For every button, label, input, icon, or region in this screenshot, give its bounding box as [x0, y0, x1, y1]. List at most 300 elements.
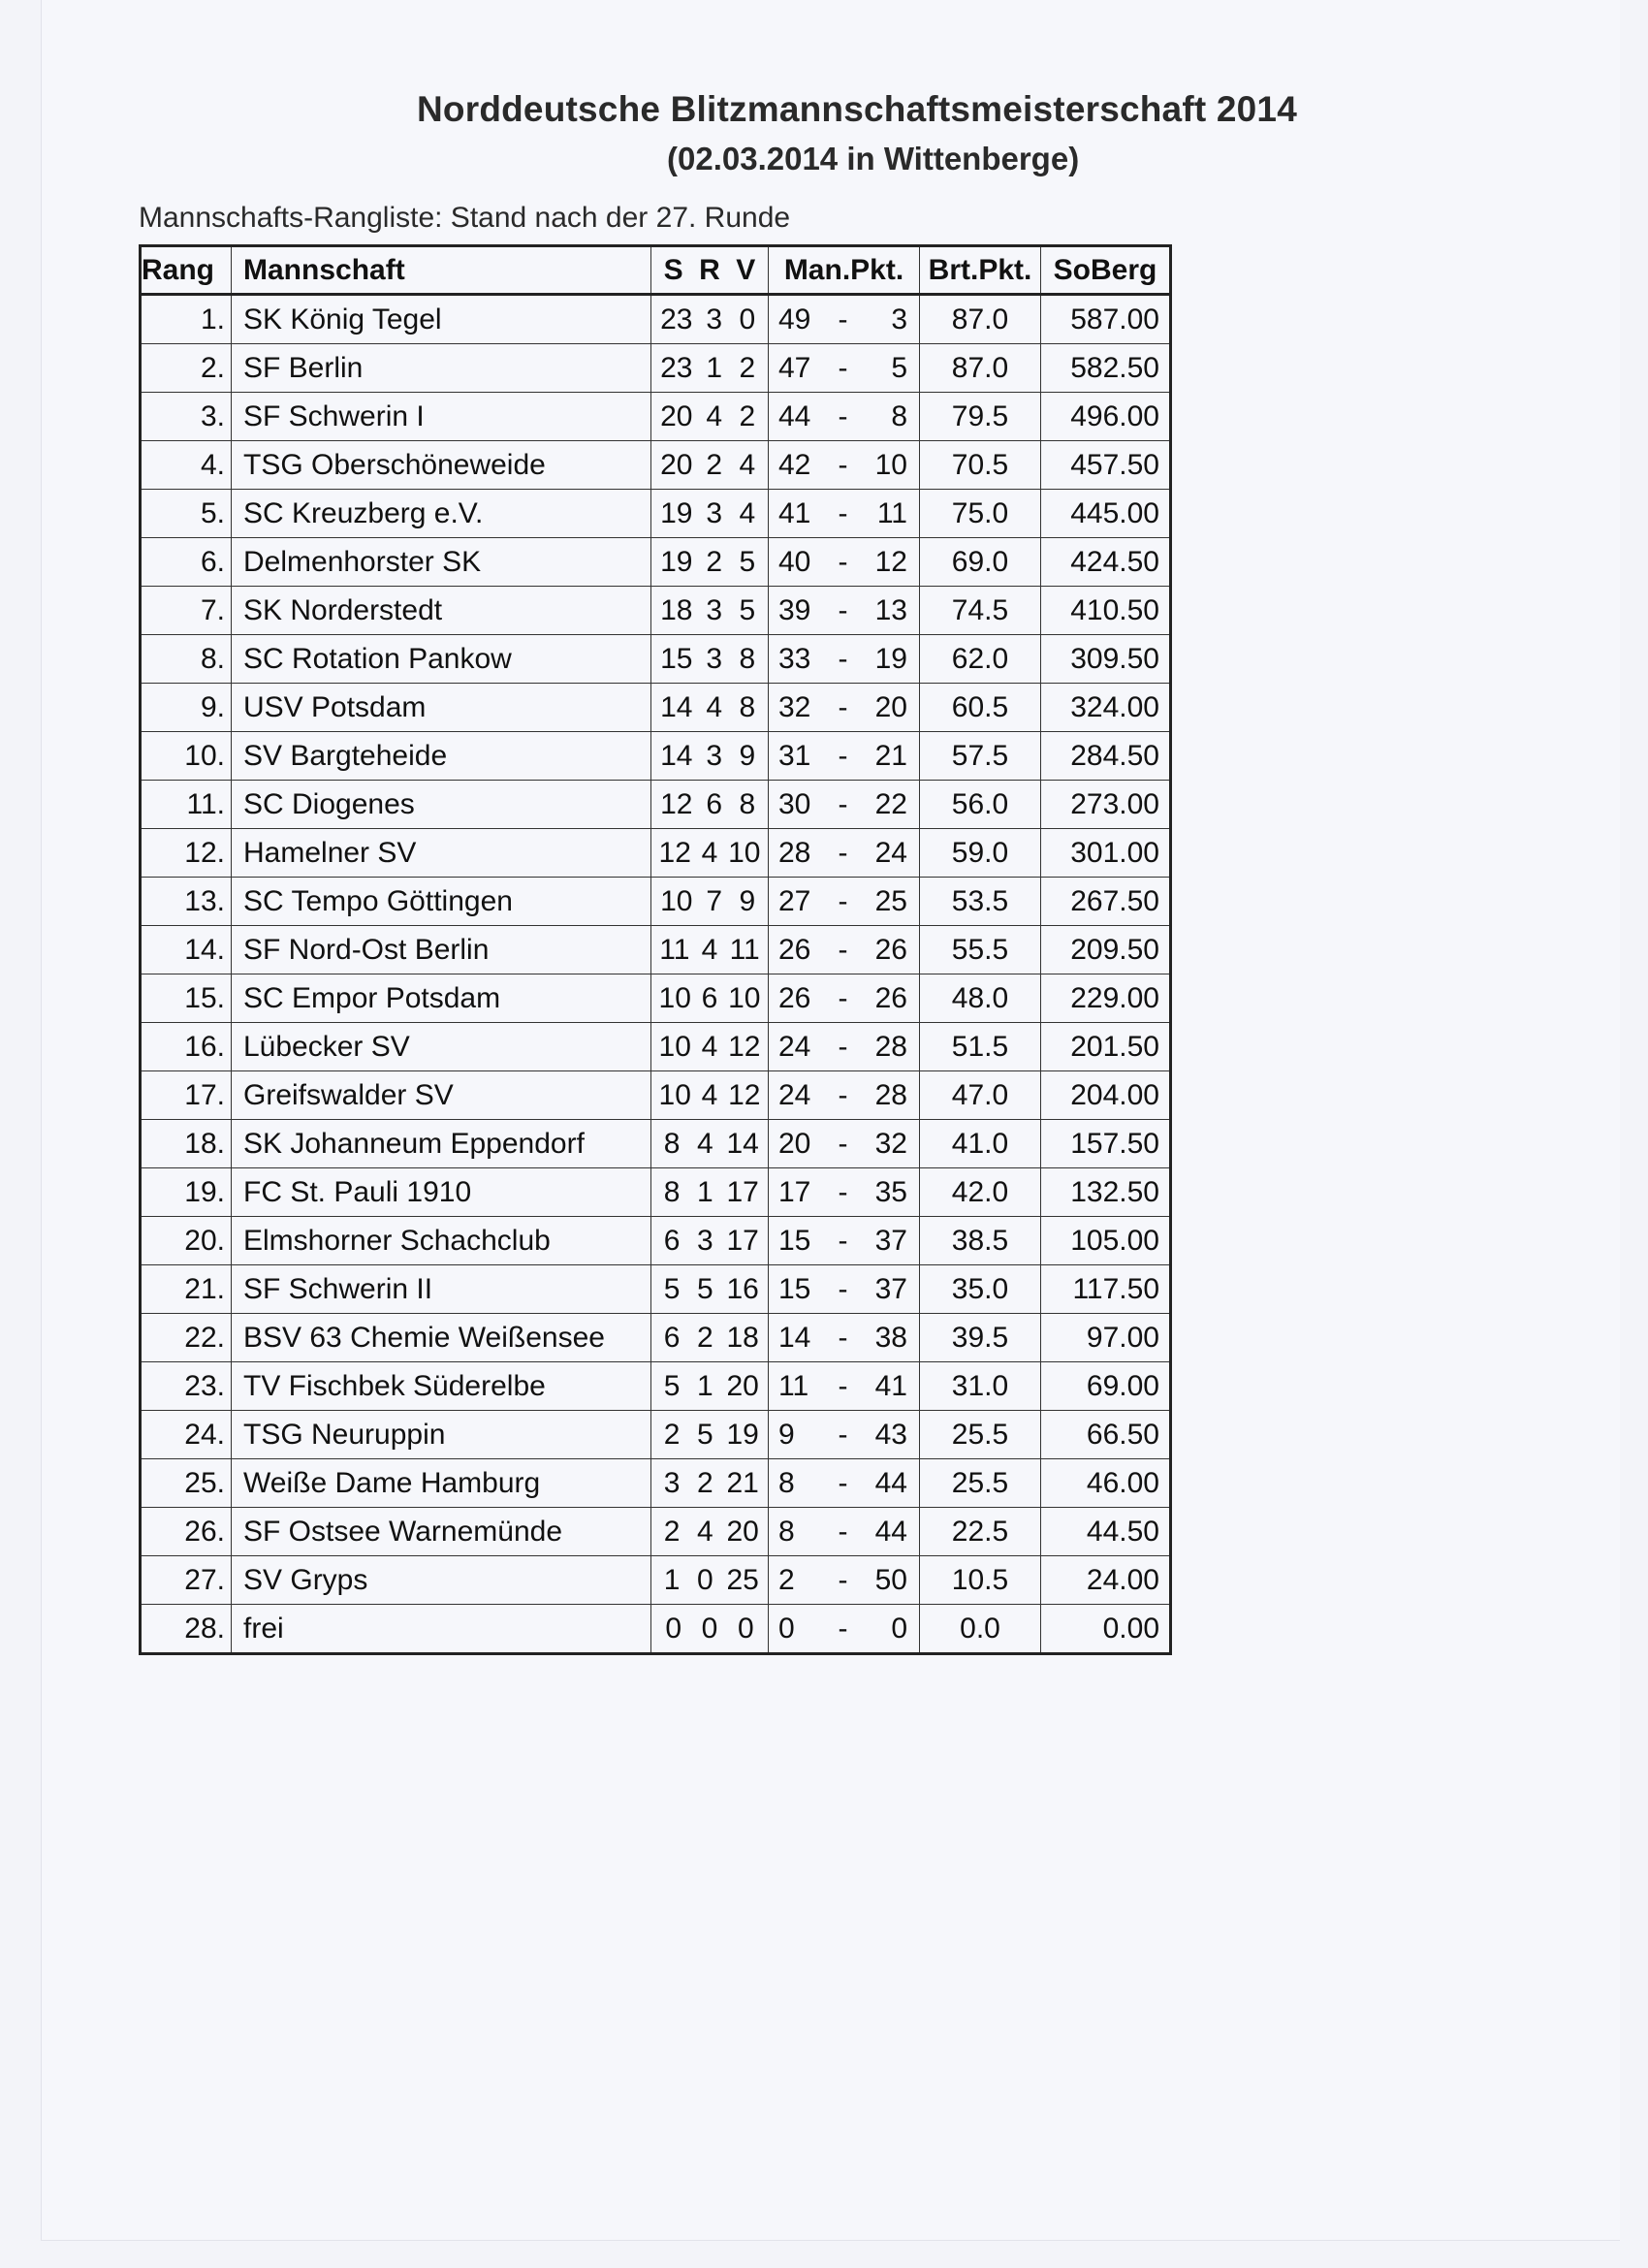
cell-man-minus: 41	[874, 1369, 907, 1402]
cell-soberg: 201.50	[1041, 1023, 1171, 1071]
cell-man-minus: 26	[874, 933, 907, 966]
cell-v: 9	[739, 739, 756, 772]
table-row	[141, 1265, 1171, 1314]
cell-r: 2	[696, 1466, 713, 1499]
table-row	[141, 490, 1171, 538]
cell-man-dash: -	[838, 1030, 848, 1063]
cell-v: 9	[739, 884, 756, 917]
cell-brt-pkt: 56.0	[920, 781, 1041, 829]
cell-soberg: 69.00	[1041, 1362, 1171, 1411]
cell-brt-pkt: 74.5	[920, 587, 1041, 635]
cell-rang: 18.	[141, 1120, 232, 1168]
table-row	[141, 393, 1171, 441]
cell-man-minus: 32	[874, 1127, 907, 1160]
cell-man-minus: 35	[874, 1175, 907, 1208]
cell-s: 14	[660, 690, 693, 723]
cell-team: Delmenhorster SK	[232, 538, 651, 587]
cell-rang: 11.	[141, 781, 232, 829]
table-row	[141, 1411, 1171, 1459]
cell-man-plus: 26	[778, 933, 811, 966]
cell-soberg: 267.50	[1041, 878, 1171, 926]
cell-man-pkt	[769, 1120, 920, 1168]
cell-rang: 1.	[141, 295, 232, 344]
cell-brt-pkt: 25.5	[920, 1459, 1041, 1508]
cell-v: 2	[739, 399, 756, 432]
cell-soberg: 324.00	[1041, 684, 1171, 732]
header-s: S	[663, 253, 683, 286]
cell-v: 19	[726, 1418, 759, 1451]
cell-soberg: 24.00	[1041, 1556, 1171, 1605]
cell-s: 2	[663, 1515, 681, 1548]
cell-v: 10	[728, 836, 761, 869]
cell-s: 6	[663, 1224, 681, 1257]
document-subtitle: (02.03.2014 in Wittenberge)	[667, 141, 1080, 176]
cell-man-pkt	[769, 878, 920, 926]
cell-man-plus: 32	[778, 690, 811, 723]
cell-soberg: 204.00	[1041, 1071, 1171, 1120]
cell-soberg: 301.00	[1041, 829, 1171, 878]
cell-team: SC Kreuzberg e.V.	[232, 490, 651, 538]
cell-srv	[651, 295, 769, 344]
cell-man-minus: 19	[874, 642, 907, 675]
cell-rang: 13.	[141, 878, 232, 926]
cell-team: SF Schwerin I	[232, 393, 651, 441]
cell-s: 12	[660, 787, 693, 820]
ranking-table	[139, 244, 1172, 1655]
cell-v: 20	[726, 1515, 759, 1548]
table-row	[141, 1217, 1171, 1265]
cell-man-minus: 26	[874, 981, 907, 1014]
cell-man-dash: -	[838, 1466, 848, 1499]
cell-rang: 23.	[141, 1362, 232, 1411]
table-body	[141, 295, 1171, 1654]
cell-man-dash: -	[838, 642, 848, 675]
cell-v: 17	[726, 1224, 759, 1257]
cell-r: 3	[706, 303, 723, 335]
cell-s: 19	[660, 496, 693, 529]
cell-man-pkt	[769, 1217, 920, 1265]
cell-soberg: 582.50	[1041, 344, 1171, 393]
cell-man-dash: -	[838, 1175, 848, 1208]
cell-team: SK Johanneum Eppendorf	[232, 1120, 651, 1168]
table-row	[141, 1314, 1171, 1362]
cell-man-minus: 24	[874, 836, 907, 869]
cell-rang: 12.	[141, 829, 232, 878]
cell-man-plus: 9	[778, 1418, 795, 1451]
cell-rang: 14.	[141, 926, 232, 974]
cell-man-pkt	[769, 1459, 920, 1508]
cell-v: 14	[726, 1127, 759, 1160]
cell-rang: 2.	[141, 344, 232, 393]
cell-man-dash: -	[838, 884, 848, 917]
cell-brt-pkt: 59.0	[920, 829, 1041, 878]
table-row	[141, 344, 1171, 393]
cell-r: 1	[696, 1369, 713, 1402]
cell-r: 7	[706, 884, 723, 917]
cell-team: SV Bargteheide	[232, 732, 651, 781]
cell-srv	[651, 1071, 769, 1120]
cell-soberg: 0.00	[1041, 1605, 1171, 1654]
cell-soberg: 273.00	[1041, 781, 1171, 829]
cell-r: 2	[706, 448, 723, 481]
cell-s: 20	[660, 448, 693, 481]
cell-man-plus: 8	[778, 1515, 795, 1548]
cell-team: SF Ostsee Warnemünde	[232, 1508, 651, 1556]
cell-brt-pkt: 57.5	[920, 732, 1041, 781]
cell-srv	[651, 1508, 769, 1556]
cell-man-pkt	[769, 781, 920, 829]
cell-man-plus: 26	[778, 981, 811, 1014]
cell-team: Weiße Dame Hamburg	[232, 1459, 651, 1508]
cell-srv	[651, 974, 769, 1023]
cell-soberg: 424.50	[1041, 538, 1171, 587]
cell-soberg: 44.50	[1041, 1508, 1171, 1556]
document-title: Norddeutsche Blitzmannschaftsmeisterschaft 2014	[417, 89, 1297, 129]
cell-r: 4	[696, 1515, 713, 1548]
table-caption: Mannschafts-Rangliste: Stand nach der 27. Runde	[139, 202, 791, 234]
cell-s: 6	[663, 1321, 681, 1354]
header-r: R	[699, 253, 720, 286]
table-row	[141, 1023, 1171, 1071]
cell-man-plus: 2	[778, 1563, 795, 1596]
cell-r: 5	[696, 1418, 713, 1451]
cell-r: 3	[706, 593, 723, 626]
cell-brt-pkt: 87.0	[920, 344, 1041, 393]
cell-brt-pkt: 62.0	[920, 635, 1041, 684]
cell-s: 14	[660, 739, 693, 772]
cell-man-minus: 13	[874, 593, 907, 626]
cell-s: 5	[663, 1369, 681, 1402]
cell-brt-pkt: 53.5	[920, 878, 1041, 926]
cell-man-pkt	[769, 635, 920, 684]
cell-rang: 25.	[141, 1459, 232, 1508]
cell-rang: 5.	[141, 490, 232, 538]
cell-man-dash: -	[838, 545, 848, 578]
cell-man-plus: 0	[778, 1612, 795, 1645]
cell-brt-pkt: 0.0	[920, 1605, 1041, 1654]
cell-rang: 17.	[141, 1071, 232, 1120]
cell-r: 3	[706, 642, 723, 675]
cell-man-pkt	[769, 393, 920, 441]
cell-man-pkt	[769, 490, 920, 538]
table-row	[141, 1071, 1171, 1120]
cell-man-plus: 40	[778, 545, 811, 578]
cell-srv	[651, 1362, 769, 1411]
cell-man-pkt	[769, 1023, 920, 1071]
cell-s: 8	[663, 1127, 681, 1160]
table-row	[141, 1168, 1171, 1217]
cell-soberg: 587.00	[1041, 295, 1171, 344]
cell-s: 18	[660, 593, 693, 626]
cell-r: 3	[706, 739, 723, 772]
cell-r: 6	[701, 981, 718, 1014]
cell-srv	[651, 1459, 769, 1508]
cell-r: 4	[701, 933, 718, 966]
cell-man-dash: -	[838, 933, 848, 966]
cell-team: SC Diogenes	[232, 781, 651, 829]
cell-s: 5	[663, 1272, 681, 1305]
cell-team: SC Rotation Pankow	[232, 635, 651, 684]
cell-man-plus: 24	[778, 1030, 811, 1063]
cell-rang: 16.	[141, 1023, 232, 1071]
cell-man-pkt	[769, 587, 920, 635]
cell-man-plus: 42	[778, 448, 811, 481]
cell-man-pkt	[769, 441, 920, 490]
cell-soberg: 229.00	[1041, 974, 1171, 1023]
cell-r: 0	[696, 1563, 713, 1596]
cell-r: 1	[696, 1175, 713, 1208]
cell-man-pkt	[769, 974, 920, 1023]
cell-man-dash: -	[838, 1272, 848, 1305]
cell-rang: 19.	[141, 1168, 232, 1217]
cell-soberg: 66.50	[1041, 1411, 1171, 1459]
cell-r: 4	[701, 1078, 718, 1111]
cell-s: 0	[665, 1612, 681, 1645]
cell-man-pkt	[769, 829, 920, 878]
cell-srv	[651, 393, 769, 441]
cell-s: 23	[660, 303, 693, 335]
cell-brt-pkt: 22.5	[920, 1508, 1041, 1556]
cell-soberg: 445.00	[1041, 490, 1171, 538]
cell-soberg: 46.00	[1041, 1459, 1171, 1508]
cell-soberg: 496.00	[1041, 393, 1171, 441]
cell-v: 4	[739, 448, 756, 481]
cell-man-minus: 12	[874, 545, 907, 578]
cell-man-pkt	[769, 538, 920, 587]
cell-man-minus: 25	[874, 884, 907, 917]
cell-team: SV Gryps	[232, 1556, 651, 1605]
cell-man-dash: -	[838, 1515, 848, 1548]
cell-brt-pkt: 75.0	[920, 490, 1041, 538]
cell-man-plus: 39	[778, 593, 811, 626]
cell-man-dash: -	[838, 448, 848, 481]
cell-man-minus: 8	[891, 399, 907, 432]
cell-v: 18	[726, 1321, 759, 1354]
cell-man-plus: 27	[778, 884, 811, 917]
cell-brt-pkt: 41.0	[920, 1120, 1041, 1168]
cell-man-minus: 50	[874, 1563, 907, 1596]
cell-man-plus: 15	[778, 1272, 811, 1305]
cell-v: 8	[739, 690, 756, 723]
cell-man-dash: -	[838, 1369, 848, 1402]
cell-r: 1	[706, 351, 723, 384]
cell-v: 5	[739, 593, 756, 626]
cell-rang: 20.	[141, 1217, 232, 1265]
cell-man-dash: -	[838, 1563, 848, 1596]
cell-r: 4	[696, 1127, 713, 1160]
cell-srv	[651, 1023, 769, 1071]
cell-man-pkt	[769, 684, 920, 732]
cell-r: 3	[706, 496, 723, 529]
cell-team: SF Berlin	[232, 344, 651, 393]
cell-rang: 24.	[141, 1411, 232, 1459]
cell-man-dash: -	[838, 1224, 848, 1257]
cell-srv	[651, 878, 769, 926]
cell-soberg: 132.50	[1041, 1168, 1171, 1217]
cell-brt-pkt: 31.0	[920, 1362, 1041, 1411]
cell-brt-pkt: 10.5	[920, 1556, 1041, 1605]
cell-team: TSG Neuruppin	[232, 1411, 651, 1459]
cell-srv	[651, 926, 769, 974]
cell-srv	[651, 829, 769, 878]
cell-brt-pkt: 39.5	[920, 1314, 1041, 1362]
cell-srv	[651, 684, 769, 732]
cell-brt-pkt: 42.0	[920, 1168, 1041, 1217]
cell-rang: 28.	[141, 1605, 232, 1654]
cell-v: 12	[728, 1078, 761, 1111]
cell-man-pkt	[769, 1071, 920, 1120]
cell-brt-pkt: 69.0	[920, 538, 1041, 587]
cell-srv	[651, 1314, 769, 1362]
cell-man-dash: -	[838, 836, 848, 869]
cell-srv	[651, 441, 769, 490]
table-row	[141, 878, 1171, 926]
cell-soberg: 97.00	[1041, 1314, 1171, 1362]
cell-r: 2	[696, 1321, 713, 1354]
cell-s: 19	[660, 545, 693, 578]
cell-rang: 6.	[141, 538, 232, 587]
cell-srv	[651, 538, 769, 587]
cell-man-minus: 44	[874, 1515, 907, 1548]
cell-man-minus: 44	[874, 1466, 907, 1499]
cell-srv	[651, 1265, 769, 1314]
header-row	[141, 246, 1171, 295]
cell-man-dash: -	[838, 399, 848, 432]
cell-man-dash: -	[838, 1612, 848, 1645]
cell-man-pkt	[769, 1314, 920, 1362]
cell-man-minus: 0	[891, 1612, 907, 1645]
cell-s: 10	[658, 981, 691, 1014]
cell-team: Elmshorner Schachclub	[232, 1217, 651, 1265]
cell-s: 15	[660, 642, 693, 675]
cell-srv	[651, 1120, 769, 1168]
cell-team: FC St. Pauli 1910	[232, 1168, 651, 1217]
cell-team: Lübecker SV	[232, 1023, 651, 1071]
cell-srv	[651, 1411, 769, 1459]
table-row	[141, 684, 1171, 732]
table-row	[141, 1362, 1171, 1411]
cell-man-pkt	[769, 1508, 920, 1556]
table-row	[141, 1508, 1171, 1556]
cell-s: 1	[663, 1563, 681, 1596]
cell-man-dash: -	[838, 1078, 848, 1111]
cell-man-minus: 43	[874, 1418, 907, 1451]
header-brt-pkt: Brt.Pkt.	[920, 246, 1041, 295]
cell-soberg: 117.50	[1041, 1265, 1171, 1314]
cell-r: 2	[706, 545, 723, 578]
cell-team: SC Empor Potsdam	[232, 974, 651, 1023]
table-row	[141, 926, 1171, 974]
cell-team: frei	[232, 1605, 651, 1654]
table-row	[141, 829, 1171, 878]
cell-r: 3	[696, 1224, 713, 1257]
cell-srv	[651, 1605, 769, 1654]
cell-v: 21	[726, 1466, 759, 1499]
cell-man-plus: 17	[778, 1175, 811, 1208]
cell-man-dash: -	[838, 1127, 848, 1160]
cell-man-pkt	[769, 926, 920, 974]
header-mannschaft: Mannschaft	[232, 246, 651, 295]
cell-v: 8	[739, 642, 756, 675]
header-man-pkt: Man.Pkt.	[769, 246, 920, 295]
cell-team: TV Fischbek Süderelbe	[232, 1362, 651, 1411]
cell-man-dash: -	[838, 496, 848, 529]
cell-man-pkt	[769, 295, 920, 344]
table-row	[141, 635, 1171, 684]
cell-man-plus: 24	[778, 1078, 811, 1111]
cell-soberg: 209.50	[1041, 926, 1171, 974]
cell-man-minus: 5	[891, 351, 907, 384]
cell-r: 4	[706, 399, 723, 432]
cell-s: 8	[663, 1175, 681, 1208]
cell-v: 0	[737, 1612, 754, 1645]
cell-man-plus: 20	[778, 1127, 811, 1160]
cell-man-plus: 8	[778, 1466, 795, 1499]
cell-man-plus: 14	[778, 1321, 811, 1354]
cell-r: 6	[706, 787, 723, 820]
cell-rang: 22.	[141, 1314, 232, 1362]
cell-man-pkt	[769, 344, 920, 393]
cell-man-minus: 20	[874, 690, 907, 723]
cell-srv	[651, 732, 769, 781]
cell-v: 2	[739, 351, 756, 384]
table-row	[141, 1459, 1171, 1508]
cell-rang: 21.	[141, 1265, 232, 1314]
cell-srv	[651, 635, 769, 684]
cell-brt-pkt: 35.0	[920, 1265, 1041, 1314]
cell-team: SF Nord-Ost Berlin	[232, 926, 651, 974]
cell-v: 0	[739, 303, 756, 335]
cell-man-minus: 11	[876, 496, 907, 529]
cell-s: 10	[660, 884, 693, 917]
cell-v: 10	[728, 981, 761, 1014]
cell-r: 4	[706, 690, 723, 723]
cell-v: 8	[739, 787, 756, 820]
cell-man-dash: -	[838, 1418, 848, 1451]
cell-man-pkt	[769, 1411, 920, 1459]
cell-soberg: 457.50	[1041, 441, 1171, 490]
cell-man-pkt	[769, 1556, 920, 1605]
cell-soberg: 284.50	[1041, 732, 1171, 781]
cell-brt-pkt: 25.5	[920, 1411, 1041, 1459]
table-row	[141, 441, 1171, 490]
cell-man-dash: -	[838, 981, 848, 1014]
cell-man-plus: 49	[778, 303, 811, 335]
cell-man-plus: 11	[778, 1369, 809, 1402]
cell-srv	[651, 490, 769, 538]
cell-s: 2	[663, 1418, 681, 1451]
cell-s: 20	[660, 399, 693, 432]
cell-s: 10	[658, 1078, 691, 1111]
table-row	[141, 587, 1171, 635]
cell-man-minus: 3	[891, 303, 907, 335]
cell-soberg: 410.50	[1041, 587, 1171, 635]
cell-v: 16	[726, 1272, 759, 1305]
cell-man-pkt	[769, 732, 920, 781]
cell-man-minus: 38	[874, 1321, 907, 1354]
cell-man-minus: 21	[874, 739, 907, 772]
cell-team: Hamelner SV	[232, 829, 651, 878]
cell-team: SK Norderstedt	[232, 587, 651, 635]
cell-s: 11	[659, 933, 690, 966]
cell-soberg: 309.50	[1041, 635, 1171, 684]
cell-man-dash: -	[838, 593, 848, 626]
cell-team: SC Tempo Göttingen	[232, 878, 651, 926]
cell-v: 17	[726, 1175, 759, 1208]
cell-man-pkt	[769, 1168, 920, 1217]
cell-man-minus: 22	[874, 787, 907, 820]
cell-team: TSG Oberschöneweide	[232, 441, 651, 490]
